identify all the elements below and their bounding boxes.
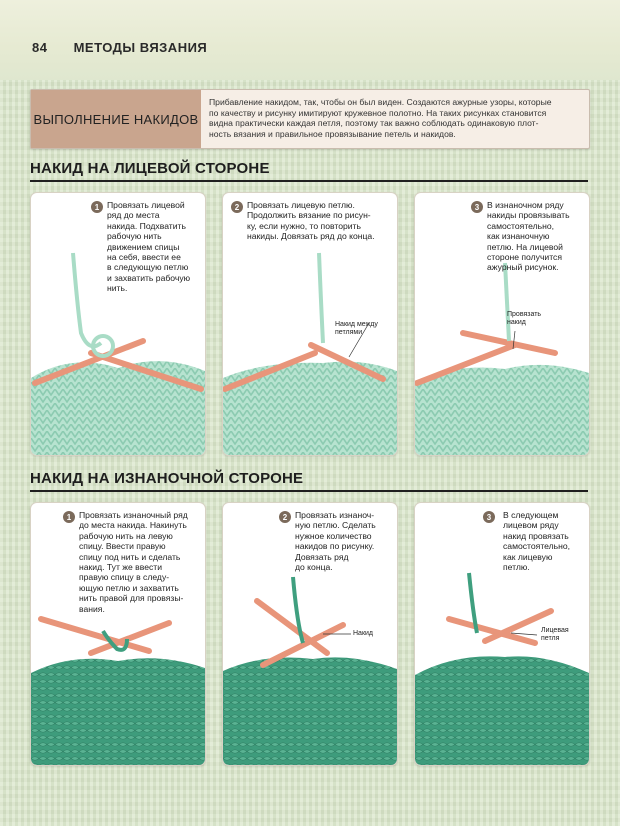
step-line: до места накида. Накинуть [79, 520, 187, 531]
step-line: самостоятельно, [503, 541, 571, 552]
page-number: 84 [32, 40, 48, 55]
step-line: накид. Тут же ввести [79, 562, 163, 573]
annotation-line: петля [541, 635, 560, 642]
step-line: и захватить рабочую [107, 272, 191, 283]
step-line: ку, если нужно, то повторить [247, 220, 361, 231]
step-panel [222, 192, 398, 456]
section-title: НАКИД НА ЛИЦЕВОЙ СТОРОНЕ [30, 160, 270, 177]
step-number-badge: 1 [91, 201, 103, 213]
annotation-line: Лицевая [541, 627, 569, 634]
step-panel [222, 502, 398, 766]
step-line: накид провязать [503, 530, 569, 541]
annotation-line: накид [507, 319, 526, 326]
step-line: В изнаночном ряду [487, 200, 564, 210]
step-line: накидов по рисунку. [295, 541, 375, 552]
step-line: спицу под нить и сделать [79, 551, 181, 562]
step-text [247, 200, 375, 242]
step-line: В следующем [503, 510, 559, 520]
step-line: в следующую петлю [107, 262, 189, 273]
section-rule [30, 490, 588, 492]
step-line: самостоятельно, [487, 220, 555, 231]
step-line: правую спицу в следу- [79, 572, 170, 583]
step-line: накида. Подхватить [107, 220, 186, 231]
step-line: как изнаночную [487, 231, 550, 242]
step-text [79, 510, 188, 614]
step-line: ющую петлю и захватить [79, 582, 179, 593]
step-panel [30, 502, 206, 766]
step-line: лицевом ряду [503, 520, 559, 531]
intro-line: видна практически каждая петля, поэтому так важно соблюдать одинаковую плот- [209, 118, 539, 129]
step-number-badge: 3 [471, 201, 483, 213]
step-line: Провязать изнаноч- [295, 510, 375, 520]
step-text [487, 200, 570, 273]
step-number-badge: 3 [483, 511, 495, 523]
intro-box [30, 89, 590, 149]
step-line: накиды провязывать [487, 210, 570, 221]
step-line: рабочую нить на левую [79, 530, 173, 541]
step-number-badge: 1 [63, 511, 75, 523]
annotation-label [507, 311, 541, 327]
annotation-line: Провязать [507, 311, 542, 318]
annotation-line: Накид [353, 630, 374, 637]
step-line: нужное количество [295, 530, 372, 541]
step-line: ную петлю. Сделать [295, 520, 376, 531]
intro-title: ВЫПОЛНЕНИЕ НАКИДОВ [31, 90, 201, 148]
step-line: Провязать лицевую петлю. [247, 200, 355, 210]
step-text [295, 510, 376, 572]
step-line: петлю. [503, 562, 530, 573]
step-line: Продолжить вязание по рисун- [247, 210, 371, 221]
step-number-badge: 2 [279, 511, 291, 523]
page-header [32, 40, 207, 55]
step-line: Провязать лицевой [107, 200, 185, 210]
step-line: до конца. [295, 562, 333, 573]
step-line: нить правой для провязы- [79, 593, 184, 604]
annotation-label [335, 321, 378, 337]
section-title: НАКИД НА ИЗНАНОЧНОЙ СТОРОНЕ [30, 470, 304, 487]
step-line: ажурный рисунок. [487, 262, 559, 273]
step-line: как лицевую [503, 551, 553, 562]
step-panel [30, 192, 206, 456]
step-line: спицу. Ввести правую [79, 541, 166, 552]
step-panel [414, 192, 590, 456]
book-section-title: МЕТОДЫ ВЯЗАНИЯ [73, 40, 208, 55]
annotation-label [353, 630, 373, 638]
intro-line: ность вязания и правильное провязывание петель и накидов. [209, 128, 456, 139]
step-text [503, 510, 570, 572]
intro-line: Прибавление накидом, так, чтобы он был виден. Создаются ажурные узоры, которые [209, 97, 552, 107]
step-line: движением спицы [107, 241, 180, 252]
intro-text [209, 97, 581, 139]
step-line: петлю. На лицевой [487, 241, 563, 252]
step-panel [414, 502, 590, 766]
annotation-label [541, 627, 569, 643]
step-line: вания. [79, 603, 105, 614]
annotation-line: петлями [335, 329, 363, 336]
annotation-line: Накид между [335, 321, 378, 328]
step-text [107, 200, 190, 294]
step-line: рабочую нить [107, 231, 162, 242]
step-line: ряд до места [107, 210, 160, 221]
step-line: Провязать изнаночный ряд [79, 510, 188, 520]
step-line: на себя, ввести ее [107, 252, 181, 263]
step-line: нить. [107, 283, 128, 294]
intro-line: по качеству и рисунку имитируют кружевное полотно. На таких рисунках становится [209, 107, 547, 118]
step-number-badge: 2 [231, 201, 243, 213]
step-line: стороне получится [487, 252, 563, 263]
section-rule [30, 180, 588, 182]
step-line: Довязать ряд [295, 551, 349, 562]
step-line: накиды. Довязать ряд до конца. [247, 231, 375, 242]
